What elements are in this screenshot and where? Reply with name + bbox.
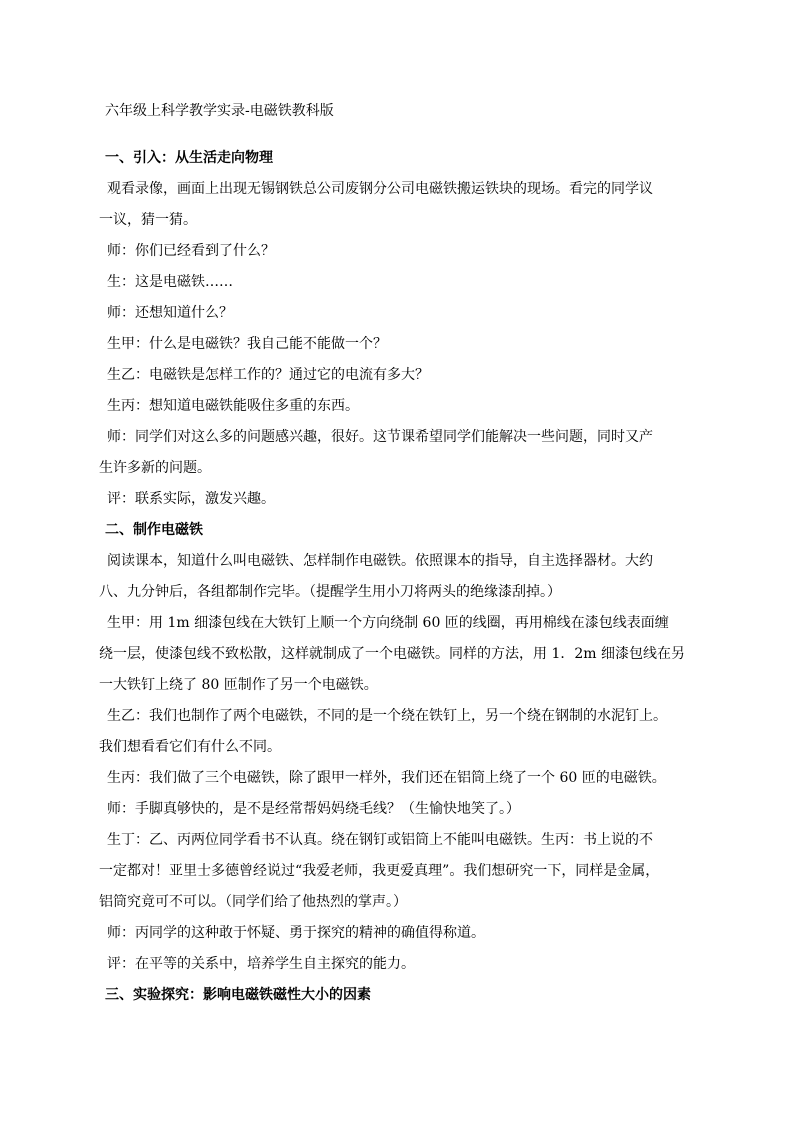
paragraph-line: 观看录像，画面上出现无锡钢铁总公司废钢分公司电磁铁搬运铁块的现场。看完的同学议 (107, 181, 653, 197)
paragraph-line: 绕一层，使漆包线不致松散，这样就制成了一个电磁铁。同样的方法，用 1．2m 细漆包线在另 (99, 646, 685, 662)
section-heading-3: 三、实验探究：影响电磁铁磁性大小的因素 (105, 987, 371, 1003)
paragraph-line: 一定都对！亚里士多德曾经说过“我爱老师，我更爱真理”。我们想研究一下，同样是金属， (99, 863, 660, 879)
document-body (99, 143, 695, 1011)
document-title: 六年级上科学教学实录-电磁铁教科版 (105, 103, 334, 119)
paragraph-line: 生许多新的问题。 (99, 460, 211, 476)
paragraph-line: 生甲：什么是电磁铁？我自己能不能做一个？ (107, 336, 387, 352)
paragraph-line: 生乙：电磁铁是怎样工作的？通过它的电流有多大？ (107, 367, 429, 383)
paragraph-line: 师：你们已经看到了什么？ (107, 243, 275, 259)
paragraph-line: 生乙：我们也制作了两个电磁铁，不同的是一个绕在铁钉上，另一个绕在钢制的水泥钉上。 (107, 708, 667, 724)
paragraph-line: 师：手脚真够快的，是不是经常帮妈妈绕毛线？（生愉快地笑了。） (107, 801, 520, 817)
paragraph-line: 一议，猜一猜。 (99, 212, 197, 228)
paragraph-line: 生甲：用 1m 细漆包线在大铁钉上顺一个方向绕制 60 匝的线圈，再用棉线在漆包线表面缠 (107, 615, 669, 631)
paragraph-line: 生丙：我们做了三个电磁铁，除了跟甲一样外，我们还在铝筒上绕了一个 60 匝的电磁铁。 (107, 770, 666, 786)
paragraph-line: 生：这是电磁铁…… (107, 274, 233, 290)
paragraph-line: 我们想看看它们有什么不同。 (99, 739, 281, 755)
paragraph-line: 评：在平等的关系中，培养学生自主探究的能力。 (107, 956, 415, 972)
paragraph-line: 八、九分钟后，各组都制作完毕。（提醒学生用小刀将两头的绝缘漆刮掉。） (99, 584, 561, 600)
paragraph-line: 师：还想知道什么？ (107, 305, 233, 321)
section-heading-2: 二、制作电磁铁 (105, 522, 203, 538)
paragraph-line: 阅读课本，知道什么叫电磁铁、怎样制作电磁铁。依照课本的指导，自主选择器材。大约 (107, 553, 653, 569)
section-heading-1: 一、引入：从生活走向物理 (105, 150, 273, 166)
paragraph-line: 师：同学们对这么多的问题感兴趣，很好。这节课希望同学们能解决一些问题，同时又产 (107, 429, 653, 445)
paragraph-line: 铝筒究竟可不可以。（同学们给了他热烈的掌声。） (99, 894, 407, 910)
paragraph-line: 评：联系实际，激发兴趣。 (107, 491, 275, 507)
paragraph-line: 师：丙同学的这种敢于怀疑、勇于探究的精神的确值得称道。 (107, 925, 485, 941)
paragraph-line: 生丁：乙、丙两位同学看书不认真。绕在钢钉或铝筒上不能叫电磁铁。生丙：书上说的不 (107, 832, 653, 848)
paragraph-line: 生丙：想知道电磁铁能吸住多重的东西。 (107, 398, 359, 414)
paragraph-line: 一大铁钉上绕了 80 匝制作了另一个电磁铁。 (99, 677, 378, 693)
